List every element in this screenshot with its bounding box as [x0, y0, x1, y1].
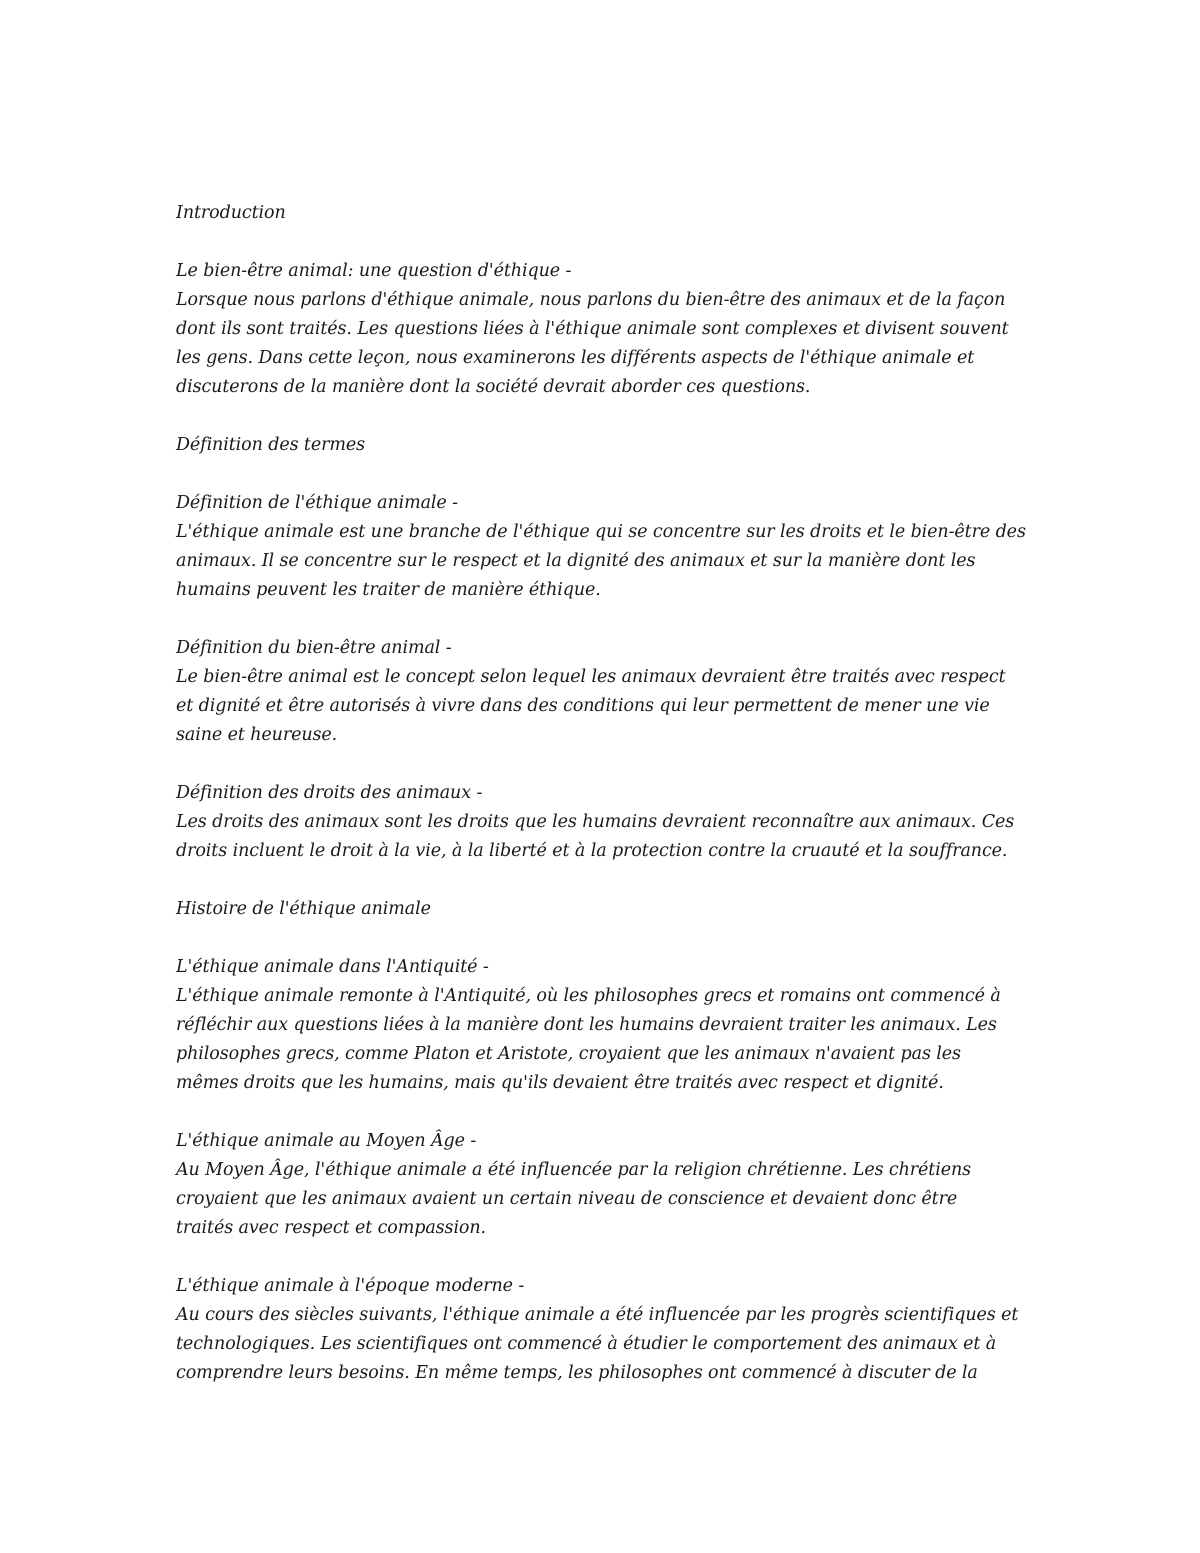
paragraph-line: Au cours des siècles suivants, l'éthique animale a été influencée par les progrès scientifiques et [176, 1305, 1019, 1325]
history-title-modern-era: L'éthique animale à l'époque moderne - [176, 1276, 525, 1296]
spacer [176, 460, 1036, 489]
spacer [176, 1243, 1036, 1272]
paragraph-line: droits incluent le droit à la vie, à la liberté et à la protection contre la cruauté et la souffrance. [176, 841, 1008, 861]
paragraph-line: Lorsque nous parlons d'éthique animale, nous parlons du bien-être des animaux et de la façon [176, 290, 1006, 310]
definition-title-animal-welfare: Définition du bien-être animal - [176, 638, 452, 658]
definition-title-animal-rights: Définition des droits des animaux - [176, 783, 483, 803]
history-heading: Histoire de l'éthique animale [176, 899, 431, 919]
document-body [176, 199, 1036, 1388]
paragraph-line: Au Moyen Âge, l'éthique animale a été influencée par la religion chrétienne. Les chrétiens [176, 1160, 972, 1180]
paragraph-line: et dignité et être autorisés à vivre dans des conditions qui leur permettent de mener une vie [176, 696, 990, 716]
paragraph-line: humains peuvent les traiter de manière éthique. [176, 580, 601, 600]
spacer [176, 228, 1036, 257]
paragraph-line: technologiques. Les scientifiques ont commencé à étudier le comportement des animaux et à [176, 1334, 997, 1354]
section-title-ethics-question: Le bien-être animal: une question d'éthique - [176, 261, 572, 281]
paragraph-line: mêmes droits que les humains, mais qu'ils devaient être traités avec respect et dignité. [176, 1073, 944, 1093]
paragraph-line: traités avec respect et compassion. [176, 1218, 487, 1238]
spacer [176, 1098, 1036, 1127]
paragraph-line: dont ils sont traités. Les questions liées à l'éthique animale sont complexes et divisent souvent [176, 319, 1009, 339]
paragraph-line: discuterons de la manière dont la société devrait aborder ces questions. [176, 377, 811, 397]
spacer [176, 402, 1036, 431]
definition-title-animal-ethics: Définition de l'éthique animale - [176, 493, 458, 513]
paragraph-line: L'éthique animale est une branche de l'éthique qui se concentre sur les droits et le bien-être des [176, 522, 1026, 542]
terms-heading: Définition des termes [176, 435, 366, 455]
history-title-middle-ages: L'éthique animale au Moyen Âge - [176, 1131, 477, 1151]
spacer [176, 866, 1036, 895]
paragraph-line: croyaient que les animaux avaient un certain niveau de conscience et devaient donc être [176, 1189, 958, 1209]
spacer [176, 605, 1036, 634]
paragraph-line: comprendre leurs besoins. En même temps, les philosophes ont commencé à discuter de la [176, 1363, 978, 1383]
intro-heading: Introduction [176, 203, 286, 223]
paragraph-line: philosophes grecs, comme Platon et Aristote, croyaient que les animaux n'avaient pas les [176, 1044, 961, 1064]
spacer [176, 924, 1036, 953]
history-title-antiquity: L'éthique animale dans l'Antiquité - [176, 957, 489, 977]
paragraph-line: Les droits des animaux sont les droits que les humains devraient reconnaître aux animaux. Ces [176, 812, 1015, 832]
paragraph-line: Le bien-être animal est le concept selon lequel les animaux devraient être traités avec respect [176, 667, 1006, 687]
spacer [176, 750, 1036, 779]
paragraph-line: réfléchir aux questions liées à la manière dont les humains devraient traiter les animaux. Les [176, 1015, 997, 1035]
paragraph-line: les gens. Dans cette leçon, nous examinerons les différents aspects de l'éthique animale et [176, 348, 975, 368]
paragraph-line: L'éthique animale remonte à l'Antiquité, où les philosophes grecs et romains ont commencé à [176, 986, 1001, 1006]
paragraph-line: saine et heureuse. [176, 725, 338, 745]
paragraph-line: animaux. Il se concentre sur le respect et la dignité des animaux et sur la manière dont les [176, 551, 976, 571]
